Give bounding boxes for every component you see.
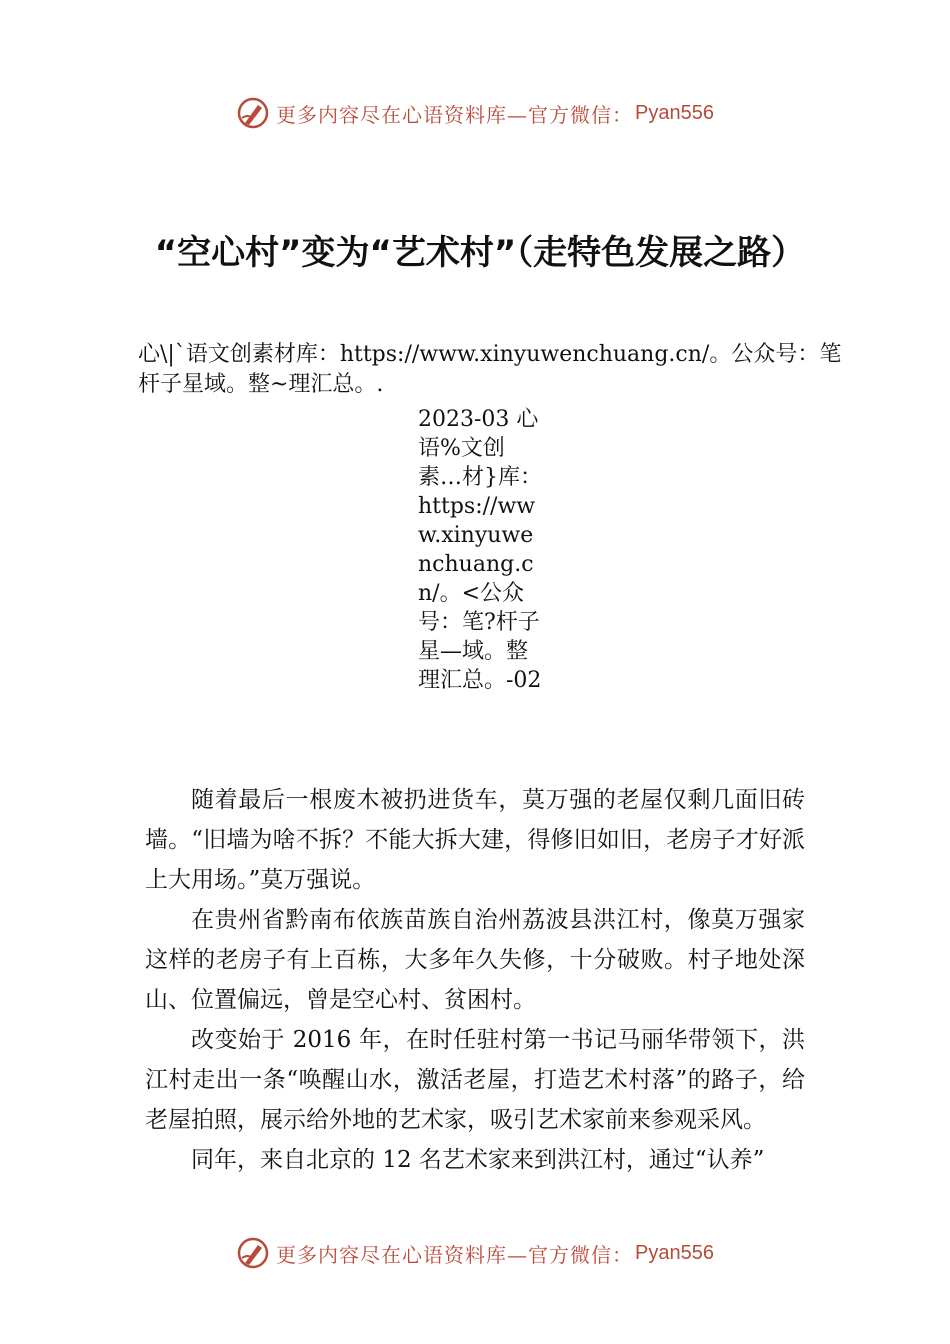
source-line: 心\|`语文创素材库：https://www.xinyuwenchuang.cn/。公众号：笔杆子星域。整~理汇总。. (138, 342, 842, 397)
date-block: 2023-03 心语%文创素…材}库：https://www.xinyuwenchuang.cn/。<公众号：笔?杆子星—域。整理汇总。-02 (418, 407, 542, 693)
banner-text: 更多内容尽在心语资料库—官方微信： (276, 102, 634, 127)
banner-contact: Pyan556 (635, 101, 714, 124)
paragraph: 在贵州省黔南布依族苗族自治州荔波县洪江村，像莫万强家这样的老房子有上百栋，大多年久失修，十分破败。村子地处深山、位置偏远，曾是空心村、贫困村。 (145, 907, 805, 1013)
paragraph: 随着最后一根废木被扔进货车，莫万强的老屋仅剩几面旧砖墙。“旧墙为啥不拆？不能大拆大建，得修旧如旧，老房子才好派上大用场。”莫万强说。 (145, 787, 805, 893)
footer-watermark-banner (0, 1233, 950, 1273)
article-body (145, 780, 805, 1180)
pen-nib-logo-icon (236, 1236, 270, 1270)
header-watermark-banner (0, 93, 950, 133)
banner-text: 更多内容尽在心语资料库—官方微信： (276, 1242, 634, 1267)
banner-contact: Pyan556 (635, 1241, 714, 1264)
article-title: “空心村”变为“艺术村”（走特色发展之路） (154, 233, 806, 273)
pen-nib-logo-icon (236, 96, 270, 130)
paragraph: 改变始于 2016 年，在时任驻村第一书记马丽华带领下，洪江村走出一条“唤醒山水，激活老屋，打造艺术村落”的路子，给老屋拍照，展示给外地的艺术家，吸引艺术家前来参观采风。 (145, 1027, 805, 1133)
paragraph: 同年，来自北京的 12 名艺术家来到洪江村，通过“认养” (191, 1147, 765, 1173)
